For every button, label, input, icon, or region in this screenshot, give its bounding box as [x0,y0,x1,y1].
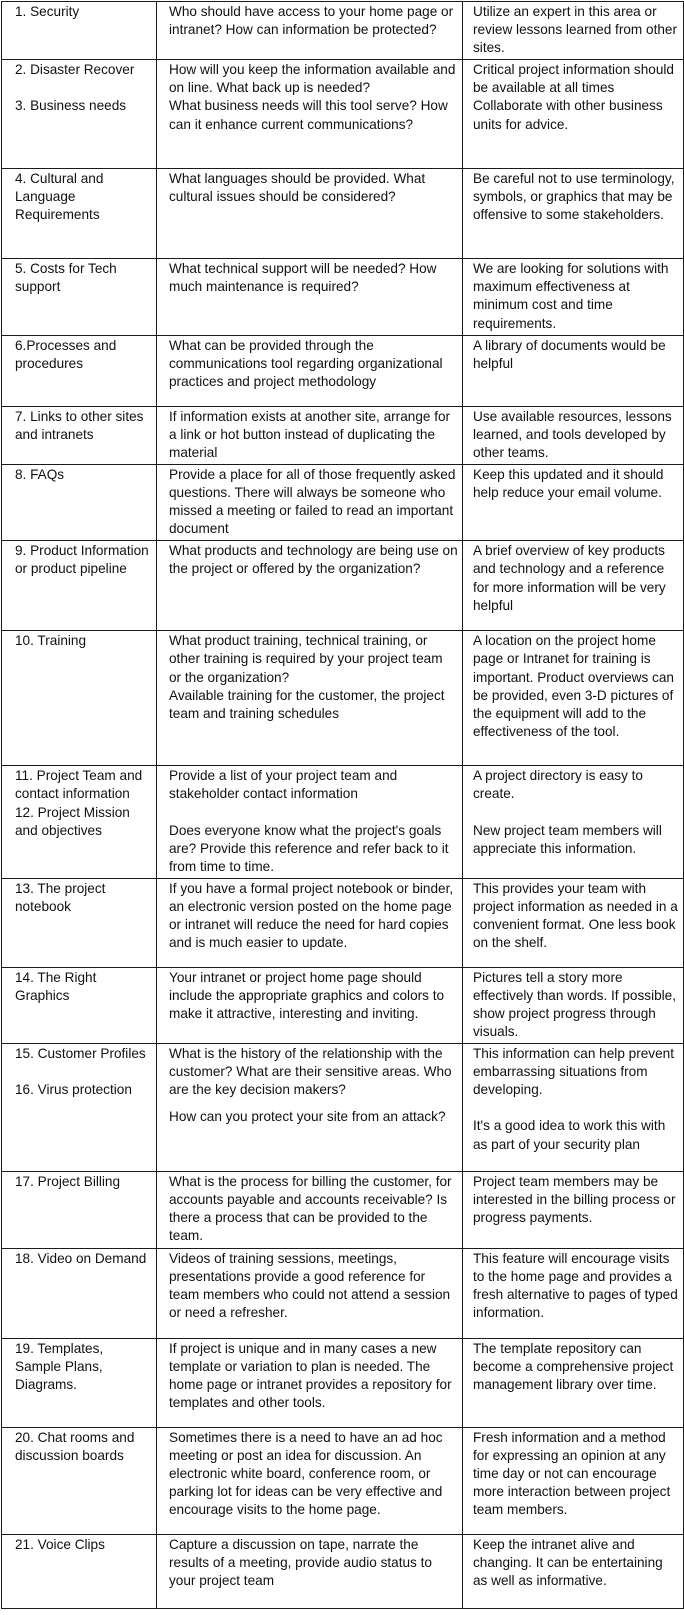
question-text: What products and technology are being use on the project or offered by the organization? [169,543,458,577]
advice-text: Critical project information should be available at all times [473,62,674,96]
topic-text: 10. Training [15,633,87,649]
question-text: If project is unique and in many cases a new template or variation to plan is needed. The home page or intranet provides a repository for templates and other tools. [169,1340,452,1410]
advice-text: This feature will encourage visits to the home page and provides a fresh alternative to pages of typed information. [473,1250,678,1320]
topic-text: 8. FAQs [15,466,65,482]
question-text: What languages should be provided. What cultural issues should be considered? [169,171,426,205]
advice-cell [463,2,684,60]
question-text: What is the process for billing the customer, for accounts payable and accounts receivable? Is there a process that can be provided to the team. [169,1174,452,1244]
table-row [2,335,684,406]
topic-text: 6.Processes and procedures [15,337,117,371]
question-cell [157,1534,463,1608]
advice-text: Be careful not to use terminology, symbols, or graphics that may be offensive to some stakeholders. [473,171,675,223]
question-cell [157,967,463,1043]
question-text: Provide a list of your project team and stakeholder contact information [169,768,398,802]
advice-text: A location on the project home page or Intranet for training is important. Product overviews can be provided, even 3-D pictures of the equipment will add to the effectiveness of the tool. [473,633,674,739]
topic-cell [2,259,157,335]
advice-cell [463,967,684,1043]
question-cell [157,766,463,878]
advice-cell [463,541,684,631]
topic-cell [2,2,157,60]
table-row [2,1338,684,1427]
advice-text: Utilize an expert in this area or review lessons learned from other sites. [473,4,677,56]
topic-text: 16. Virus protection [15,1082,132,1098]
advice-cell [463,878,684,967]
table-body [2,2,684,1609]
advice-cell [463,766,684,878]
topic-text: 5. Costs for Tech support [15,261,117,295]
question-text: How can you protect your site from an attack? [169,1109,446,1125]
topic-text: 13. The project notebook [15,880,106,914]
question-cell [157,406,463,464]
advice-cell [463,1534,684,1608]
question-text: What business needs will this tool serve? How can it enhance current communications? [169,98,448,132]
question-text: What can be provided through the communications tool regarding organizational practices and project methodology [169,337,443,389]
advice-cell [463,169,684,259]
question-text: What is the history of the relationship with the customer? What are their sensitive areas. Who are the key decision makers? [169,1046,452,1098]
question-text: Provide a place for all of those frequently asked questions. There will always be someone who missed a meeting or failed to read an important document [169,466,456,537]
question-text: If you have a formal project notebook or binder, an electronic version posted on the home page or intranet will reduce the need for hard copies and is much easier to update. [169,880,454,951]
table-row [2,878,684,967]
topic-cell [2,541,157,631]
advice-text: This provides your team with project information as needed in a convenient format. One less book on the shelf. [473,880,678,951]
question-cell [157,1248,463,1338]
advice-cell [463,1044,684,1172]
question-text: Videos of training sessions, meetings, presentations provide a good reference for team members who could not attend a session or need a refresher. [169,1250,451,1320]
table-row [2,464,684,540]
question-cell [157,464,463,540]
topic-cell [2,631,157,766]
question-cell [157,60,463,169]
spacer [169,804,458,822]
spacer [473,804,679,822]
topic-cell [2,1338,157,1427]
question-cell [157,2,463,60]
advice-text: Fresh information and a method for expressing an opinion at any time day or not can encourage more interaction between project team members. [473,1429,671,1517]
table-row [2,2,684,60]
topic-text: 11. Project Team and contact information [15,768,143,802]
spacer [169,1099,458,1108]
advice-cell [463,1172,684,1248]
advice-cell [463,259,684,335]
question-text: If information exists at another site, arrange for a link or hot button instead of duplicating the material [169,408,451,460]
guidelines-table [1,1,684,1609]
advice-cell [463,464,684,540]
topic-text: 21. Voice Clips [15,1536,105,1552]
table-row [2,1534,684,1608]
question-cell [157,631,463,766]
advice-text: A brief overview of key products and technology and a reference for more information will be very helpful [473,543,666,613]
question-text: How will you keep the information available and on line. What back up is needed? [169,62,456,96]
topic-cell [2,1044,157,1172]
table-row [2,631,684,766]
table-row [2,1248,684,1338]
question-text: Available training for the customer, the project team and training schedules [169,687,445,721]
advice-text: Collaborate with other business units for advice. [473,98,663,132]
topic-cell [2,335,157,406]
advice-text: New project team members will appreciate this information. [473,822,662,856]
topic-text: 1. Security [15,4,80,19]
spacer [15,79,150,97]
topic-cell [2,1534,157,1608]
question-text: Does everyone know what the project's goals are? Provide this reference and refer back to it from time to time. [169,822,449,874]
table-row [2,1044,684,1172]
topic-cell [2,967,157,1043]
table-row [2,60,684,169]
topic-cell [2,169,157,259]
topic-cell [2,1172,157,1248]
topic-text: 12. Project Mission and objectives [15,804,130,838]
question-cell [157,335,463,406]
advice-cell [463,406,684,464]
spacer [473,1099,679,1117]
advice-text: Pictures tell a story more effectively than words. If possible, show project progress through visuals. [473,969,677,1040]
advice-text: Keep the intranet alive and changing. It can be entertaining as well as informative. [473,1536,663,1588]
table-row [2,541,684,631]
table-row [2,259,684,335]
advice-cell [463,1427,684,1534]
topic-text: 17. Project Billing [15,1174,121,1190]
advice-cell [463,60,684,169]
topic-cell [2,766,157,878]
question-cell [157,1338,463,1427]
topic-text: 20. Chat rooms and discussion boards [15,1429,135,1463]
table-row [2,406,684,464]
topic-text: 19. Templates, Sample Plans, Diagrams. [15,1340,104,1392]
advice-cell [463,631,684,766]
advice-text: This information can help prevent embarrassing situations from developing. [473,1046,674,1098]
question-text: Your intranet or project home page should include the appropriate graphics and colors to make it attractive, interesting and inviting. [169,969,445,1021]
advice-cell [463,335,684,406]
question-cell [157,1044,463,1172]
table-row [2,1172,684,1248]
advice-text: We are looking for solutions with maximum effectiveness at minimum cost and time requirements. [473,261,669,331]
topic-text: 2. Disaster Recover [15,62,135,78]
advice-cell [463,1338,684,1427]
question-cell [157,1427,463,1534]
topic-text: 14. The Right Graphics [15,969,97,1003]
topic-cell [2,464,157,540]
topic-cell [2,1248,157,1338]
advice-text: A library of documents would be helpful [473,337,666,371]
topic-text: 4. Cultural and Language Requirements [15,171,104,223]
topic-cell [2,1427,157,1534]
table-row [2,1427,684,1534]
question-text: Capture a discussion on tape, narrate the results of a meeting, provide audio status to your project team [169,1536,432,1588]
spacer [15,1063,150,1081]
question-cell [157,1172,463,1248]
topic-cell [2,878,157,967]
advice-text: Keep this updated and it should help reduce your email volume. [473,466,664,501]
question-text: Sometimes there is a need to have an ad hoc meeting or post an idea for discussion. An electronic white board, conference room, or parking lot for ideas can be very effective and encourage visits to the home page. [169,1429,443,1517]
advice-cell [463,1248,684,1338]
advice-text: The template repository can become a comprehensive project management library over time. [473,1340,674,1392]
table-row [2,169,684,259]
topic-text: 7. Links to other sites and intranets [15,408,144,442]
table-row [2,967,684,1043]
topic-text: 3. Business needs [15,98,127,114]
question-cell [157,169,463,259]
question-text: What product training, technical training, or other training is required by your project team or the organization? [169,633,443,685]
advice-text: Project team members may be interested in the billing process or progress payments. [473,1174,676,1226]
table-row [2,766,684,878]
topic-cell [2,406,157,464]
question-cell [157,541,463,631]
advice-text: It's a good idea to work this with as part of your security plan [473,1118,666,1152]
question-text: What technical support will be needed? How much maintenance is required? [169,261,437,295]
advice-text: A project directory is easy to create. [473,768,643,802]
topic-cell [2,60,157,169]
topic-text: 15. Customer Profiles [15,1046,146,1062]
question-cell [157,259,463,335]
question-cell [157,878,463,967]
question-text: Who should have access to your home page or intranet? How can information be protected? [169,4,454,38]
topic-text: 9. Product Information or product pipeline [15,543,149,577]
topic-text: 18. Video on Demand [15,1250,147,1266]
advice-text: Use available resources, lessons learned, and tools developed by other teams. [473,408,672,460]
